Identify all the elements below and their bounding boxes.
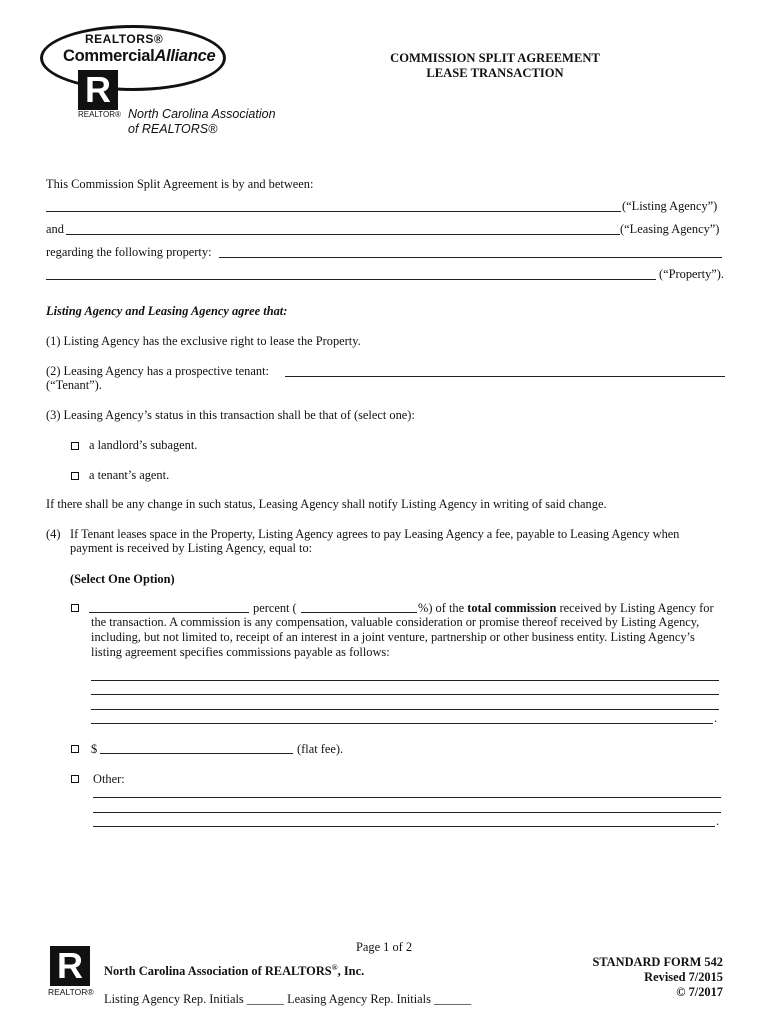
agree-heading: Listing Agency and Leasing Agency agree that: xyxy=(46,304,288,318)
property-field-2[interactable] xyxy=(46,279,656,280)
other-label: Other: xyxy=(93,772,125,786)
flat-fee-field[interactable] xyxy=(100,753,293,754)
other-line-2[interactable] xyxy=(93,812,721,813)
footer-reg-mark: ® xyxy=(331,963,338,972)
commission-line4: listing agreement specifies commissions payable as follows: xyxy=(91,645,390,659)
standard-form-number: STANDARD FORM 542 xyxy=(592,955,723,969)
commission-line3: including, but not limited to, receipt of an interest in a joint venture, partnership or other business entity. Listing Agency’s xyxy=(91,630,695,644)
other-line-3[interactable] xyxy=(93,826,715,827)
percent-field[interactable] xyxy=(89,612,249,613)
intro-text: This Commission Split Agreement is by and between: xyxy=(46,177,314,191)
commission-terms-line-3[interactable] xyxy=(91,709,719,710)
footer-realtor-r-letter: R xyxy=(57,945,83,986)
item-1: (1) Listing Agency has the exclusive right to lease the Property. xyxy=(46,334,361,348)
percent-option-checkbox[interactable] xyxy=(71,604,79,612)
percent-numeric-field[interactable] xyxy=(301,612,417,613)
form-info xyxy=(560,955,723,1000)
title-line1: COMMISSION SPLIT AGREEMENT xyxy=(390,51,600,65)
total-commission-label: total commission xyxy=(467,601,557,615)
commission-terms-line-2[interactable] xyxy=(91,694,719,695)
dollar-sign: $ xyxy=(91,742,98,756)
footer-assoc-name: North Carolina Association of REALTORS xyxy=(104,964,332,979)
received-by-label: received by Listing Agency for xyxy=(559,601,714,615)
subagent-checkbox[interactable] xyxy=(71,442,79,450)
commission-terms-line-4[interactable] xyxy=(91,723,713,724)
property-field-1[interactable] xyxy=(219,257,722,258)
logo-alliance: Alliance xyxy=(154,47,216,65)
other-line-1[interactable] xyxy=(93,797,721,798)
footer-association xyxy=(104,963,364,979)
commission-terms-line-1[interactable] xyxy=(91,680,719,681)
tenant-field[interactable] xyxy=(285,376,725,377)
realtor-caption: REALTOR® xyxy=(78,110,121,119)
flat-fee-label: (flat fee). xyxy=(297,742,344,756)
other-period: . xyxy=(716,814,720,828)
percent-label: percent ( xyxy=(253,601,297,615)
leasing-agency-field[interactable] xyxy=(66,234,620,235)
nc-association-line1: North Carolina Association xyxy=(128,107,276,121)
tenant-agent-checkbox[interactable] xyxy=(71,472,79,480)
rep-initials-line: Listing Agency Rep. Initials ______ Leasing Agency Rep. Initials ______ xyxy=(104,992,472,1006)
property-label: (“Property”). xyxy=(659,267,725,281)
item-3: (3) Leasing Agency’s status in this transaction shall be that of (select one): xyxy=(46,408,415,422)
leasing-agency-label: (“Leasing Agency”) xyxy=(620,222,720,236)
logo-commercial-alliance-text xyxy=(63,47,215,66)
commission-line2: the transaction. A commission is any compensation, valuable consideration or promise thereof received by Listing Agency, xyxy=(91,615,700,629)
footer-realtor-caption: REALTOR® xyxy=(48,987,94,997)
listing-agency-field[interactable] xyxy=(46,211,621,212)
revised-date: Revised 7/2015 xyxy=(644,970,723,984)
option-tenant-agent[interactable] xyxy=(71,468,169,483)
regarding-property-label: regarding the following property: xyxy=(46,245,212,259)
tenant-agent-label: a tenant’s agent. xyxy=(89,468,170,482)
copyright-date: © 7/2017 xyxy=(676,985,723,999)
page-number: Page 1 of 2 xyxy=(356,940,413,954)
status-change-text: If there shall be any change in such status, Leasing Agency shall notify Listing Agency in writing of said change. xyxy=(46,497,607,511)
other-option-checkbox[interactable] xyxy=(71,775,79,783)
realtor-r-letter: R xyxy=(85,69,111,110)
logo-realtors-text: REALTORS® xyxy=(85,32,164,46)
and-label: and xyxy=(46,222,64,236)
flat-fee-checkbox[interactable] xyxy=(71,745,79,753)
pct-of-total-commission xyxy=(418,601,714,616)
document-title xyxy=(340,51,650,81)
tenant-label: (“Tenant”). xyxy=(46,378,102,392)
footer-inc: , Inc. xyxy=(337,964,365,979)
item-4-number: (4) xyxy=(46,527,61,541)
option-subagent[interactable] xyxy=(71,438,197,453)
pct-of-label: %) of the xyxy=(418,601,465,615)
subagent-label: a landlord’s subagent. xyxy=(89,438,198,452)
title-line2: LEASE TRANSACTION xyxy=(426,66,564,80)
item-2: (2) Leasing Agency has a prospective tenant: xyxy=(46,364,269,378)
item-4-line2: payment is received by Listing Agency, equal to: xyxy=(70,541,313,555)
nc-association-line2: of REALTORS® xyxy=(128,122,218,136)
select-one-option: (Select One Option) xyxy=(70,572,175,586)
item-4-line1: If Tenant leases space in the Property, Listing Agency agrees to pay Leasing Agency a fee, payable to Leasing Agency when xyxy=(70,527,680,541)
commission-terms-period: . xyxy=(714,711,718,725)
listing-agency-label: (“Listing Agency”) xyxy=(622,199,718,213)
logo-commercial: Commercial xyxy=(63,47,155,65)
